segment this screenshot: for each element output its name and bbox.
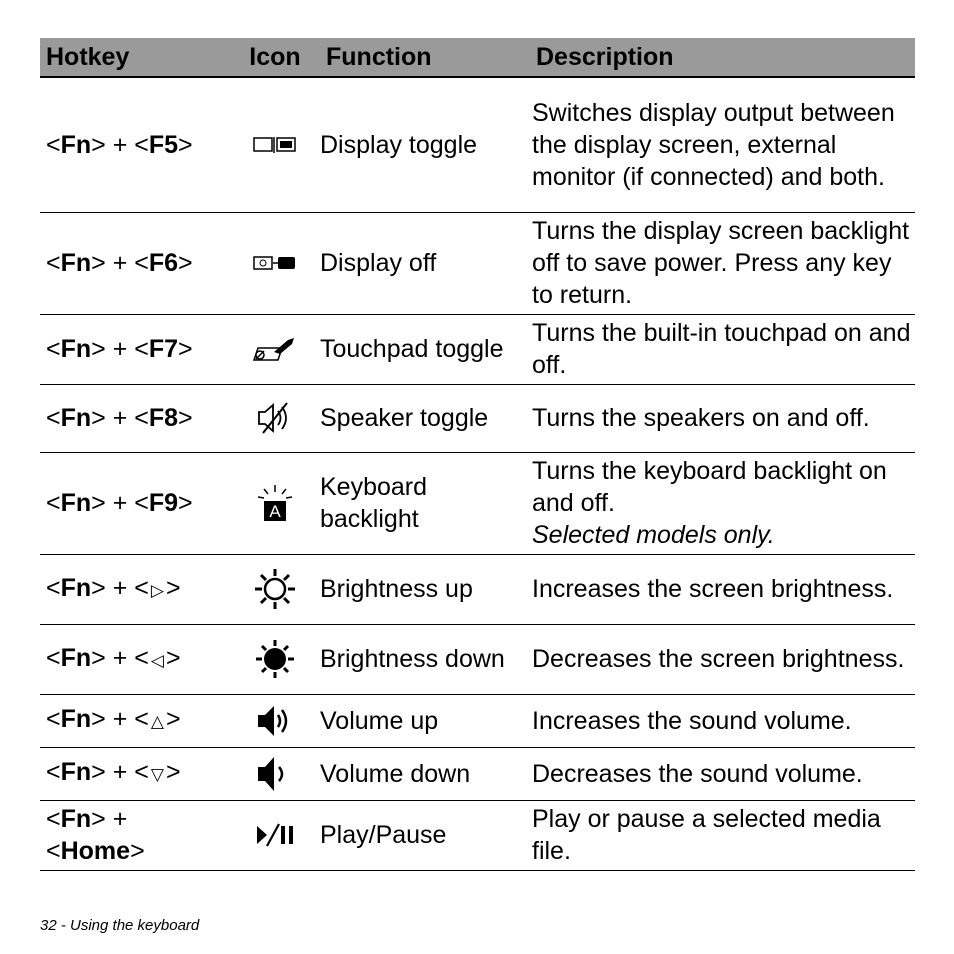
description-cell: Play or pause a selected media file. (530, 800, 915, 870)
fn-key: Fn (60, 249, 92, 277)
hotkey-key: F5 (148, 130, 179, 159)
header-icon: Icon (230, 38, 320, 77)
hotkey-cell: <Fn> + < ▷> (40, 554, 230, 624)
fn-key: Fn (60, 130, 92, 159)
table-row (40, 800, 915, 870)
fn-key: Fn (60, 643, 92, 672)
hotkey-cell: <Fn> + <F9> (40, 452, 230, 554)
volume-down-icon (230, 747, 320, 800)
description-cell: Decreases the screen brightness. (530, 624, 915, 694)
play-pause-icon (230, 800, 320, 870)
arrow-up-key: △ (150, 712, 164, 731)
hotkey-cell: <Fn> + < ▽> (40, 747, 230, 800)
description-text: Turns the keyboard backlight on and off. (532, 457, 887, 517)
table-row (40, 212, 915, 314)
function-cell: Volume up (320, 694, 530, 747)
function-cell: Keyboard backlight (320, 452, 530, 554)
hotkey-cell: <Fn> + <F5> (40, 77, 230, 212)
function-cell: Brightness up (320, 554, 530, 624)
hotkey-cell: <Fn> + <Home> (40, 800, 230, 870)
touchpad-toggle-icon (230, 314, 320, 384)
function-cell: Display off (320, 212, 530, 314)
fn-key: Fn (60, 573, 92, 602)
brightness-down-icon (230, 624, 320, 694)
description-cell: Turns the speakers on and off. (530, 384, 915, 452)
table-row (40, 747, 915, 800)
fn-key: Fn (60, 758, 92, 786)
table-row (40, 554, 915, 624)
display-toggle-icon (230, 77, 320, 212)
description-cell: Decreases the sound volume. (530, 747, 915, 800)
header-hotkey: Hotkey (40, 38, 230, 77)
header-function: Function (320, 38, 530, 77)
hotkey-cell: <Fn> + <F8> (40, 384, 230, 452)
hotkey-cell: <Fn> + < ◁> (40, 624, 230, 694)
table-row (40, 314, 915, 384)
table-row (40, 694, 915, 747)
hotkey-key: Home (60, 837, 131, 865)
description-cell (530, 452, 915, 554)
hotkey-table (40, 38, 915, 871)
hotkey-key: F9 (148, 489, 179, 517)
description-cell: Switches display output between the display screen, external monitor (if connected) and both. (530, 77, 915, 212)
display-off-icon (230, 212, 320, 314)
brightness-up-icon (230, 554, 320, 624)
arrow-right-key: ▷ (150, 580, 164, 600)
volume-up-icon (230, 694, 320, 747)
fn-key: Fn (60, 404, 92, 432)
function-cell: Volume down (320, 747, 530, 800)
table-row (40, 77, 915, 212)
hotkey-key: F8 (148, 404, 179, 432)
fn-key: Fn (60, 705, 92, 733)
description-cell: Turns the display screen backlight off to save power. Press any key to return. (530, 212, 915, 314)
description-cell: Increases the screen brightness. (530, 554, 915, 624)
table-header-row (40, 38, 915, 77)
description-cell: Increases the sound volume. (530, 694, 915, 747)
function-cell: Play/Pause (320, 800, 530, 870)
function-cell: Display toggle (320, 77, 530, 212)
hotkey-cell: <Fn> + <F7> (40, 314, 230, 384)
arrow-left-key: ◁ (150, 650, 164, 670)
arrow-down-key: ▽ (150, 765, 164, 784)
function-cell: Brightness down (320, 624, 530, 694)
header-description: Description (530, 38, 915, 77)
fn-key: Fn (60, 805, 92, 833)
table-row (40, 384, 915, 452)
page-footer: 32 - Using the keyboard (40, 917, 200, 934)
function-cell: Touchpad toggle (320, 314, 530, 384)
hotkey-cell: <Fn> + <F6> (40, 212, 230, 314)
table-row (40, 452, 915, 554)
keyboard-backlight-icon (230, 452, 320, 554)
table-row (40, 624, 915, 694)
fn-key: Fn (60, 489, 92, 517)
speaker-toggle-icon (230, 384, 320, 452)
fn-key: Fn (60, 335, 92, 363)
keycap-letter: A (269, 502, 281, 521)
hotkey-cell: <Fn> + < △> (40, 694, 230, 747)
hotkey-key: F7 (148, 335, 179, 363)
description-cell: Turns the built-in touchpad on and off. (530, 314, 915, 384)
description-note: Selected models only. (532, 521, 775, 549)
hotkey-key: F6 (148, 249, 179, 277)
function-cell: Speaker toggle (320, 384, 530, 452)
